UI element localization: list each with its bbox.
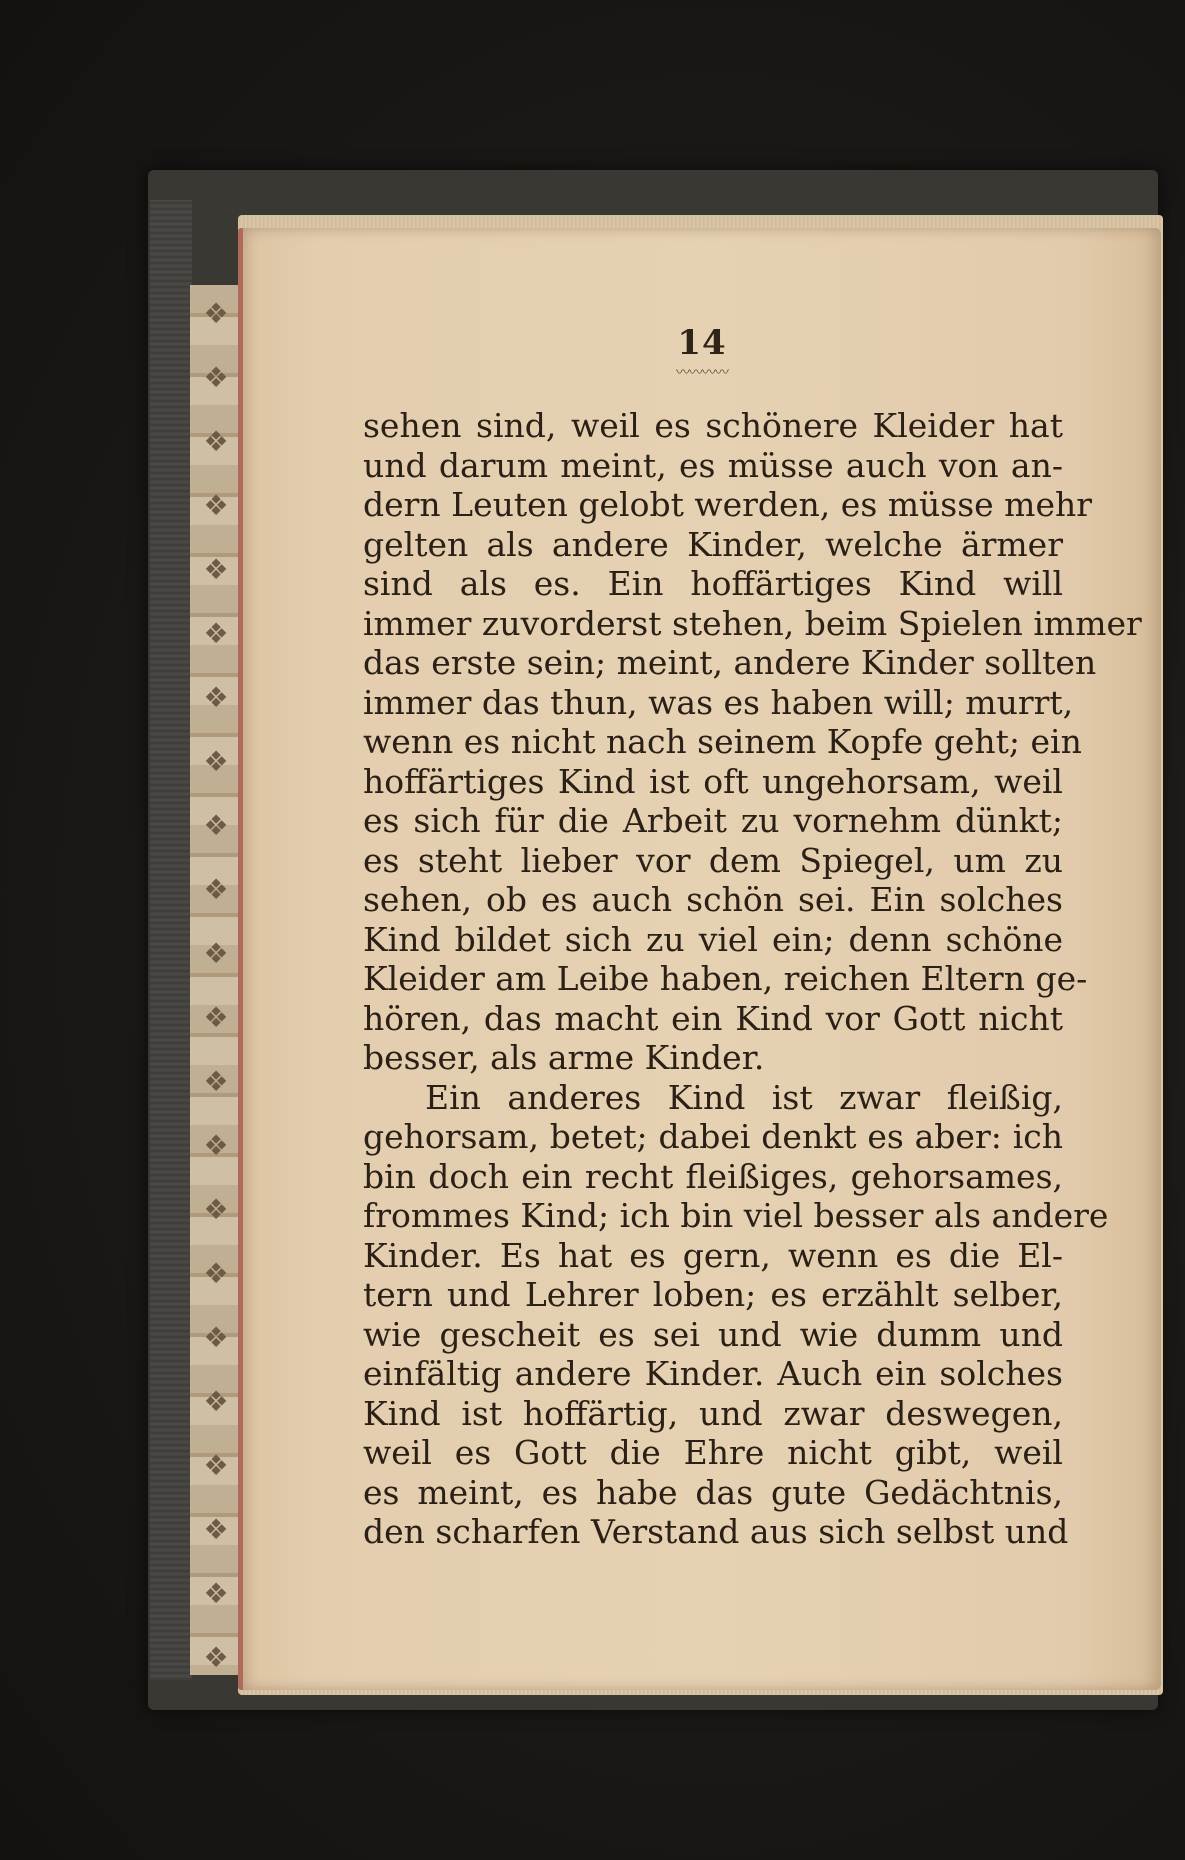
text-line: hoffärtiges Kind ist oft ungehorsam, weil: [363, 761, 1063, 801]
text-line: Kleider am Leibe haben, reichen Eltern ge-: [363, 959, 1088, 998]
ornament-icon: ❖: [203, 745, 229, 778]
ornament-icon: ❖: [203, 1065, 229, 1098]
text-line: weil es Gott die Ehre nicht gibt, weil: [363, 1433, 1063, 1472]
ornament-icon: ❖: [203, 553, 229, 586]
text-line: sehen, ob es auch schön sei. Ein solches: [363, 880, 1063, 919]
ornament-icon: ❖: [203, 297, 229, 330]
text-line: wenn es nicht nach seinem Kopfe geht; ein: [363, 722, 1082, 761]
text-line: wie gescheit es sei und wie dumm und: [363, 1314, 1063, 1354]
text-line: und darum meint, es müsse auch von an-: [363, 445, 1063, 485]
text-line: Kinder. Es hat es gern, wenn es die El-: [363, 1235, 1063, 1275]
ornament-icon: ❖: [203, 617, 229, 650]
page-number-ornament: 〰〰〰〰: [676, 365, 728, 381]
text-line: frommes Kind; ich bin viel besser als andere: [363, 1196, 1109, 1235]
text-line: gelten als andere Kinder, welche ärmer: [363, 524, 1063, 564]
body-text: [363, 406, 1142, 1552]
text-line: es sich für die Arbeit zu vornehm dünkt;: [363, 801, 1063, 840]
ornament-icon: ❖: [203, 1001, 229, 1034]
ornament-icon: ❖: [203, 1449, 229, 1482]
text-line: besser, als arme Kinder.: [363, 1038, 765, 1077]
ornament-icon: ❖: [203, 1513, 229, 1546]
text-line: es steht lieber vor dem Spiegel, um zu: [363, 840, 1063, 880]
ornament-icon: ❖: [203, 1321, 229, 1354]
text-line: sind als es. Ein hoffärtiges Kind will: [363, 564, 1063, 603]
text-line: Ein anderes Kind ist zwar fleißig,: [425, 1077, 1063, 1117]
book-spine: [150, 200, 192, 1680]
ornament-icon: ❖: [203, 1257, 229, 1290]
ornament-icon: ❖: [203, 361, 229, 394]
ornament-icon: ❖: [203, 425, 229, 458]
text-line: einfältig andere Kinder. Auch ein solches: [363, 1354, 1063, 1393]
ornament-icon: ❖: [203, 1641, 229, 1674]
text-line: immer zuvorderst stehen, beim Spielen immer: [363, 603, 1142, 643]
text-line: den scharfen Verstand aus sich selbst und: [363, 1512, 1069, 1551]
text-line: gehorsam, betet; dabei denkt es aber: ich: [363, 1117, 1063, 1156]
text-line: das erste sein; meint, andere Kinder sollten: [363, 643, 1097, 682]
ornament-icon: ❖: [203, 873, 229, 906]
ornament-icon: ❖: [203, 809, 229, 842]
ornament-icon: ❖: [203, 937, 229, 970]
ornament-icon: ❖: [203, 489, 229, 522]
ornament-icon: ❖: [203, 1193, 229, 1226]
ornament-icon: ❖: [203, 1385, 229, 1418]
text-line: Kind ist hoffärtig, und zwar deswegen,: [363, 1393, 1063, 1433]
page-number: 14: [677, 323, 727, 363]
text-line: Kind bildet sich zu viel ein; denn schöne: [363, 919, 1063, 959]
text-line: hören, das macht ein Kind vor Gott nicht: [363, 998, 1063, 1038]
ornament-icon: ❖: [203, 1577, 229, 1610]
text-line: tern und Lehrer loben; es erzählt selber,: [363, 1275, 1063, 1314]
text-line: sehen sind, weil es schönere Kleider hat: [363, 406, 1063, 445]
text-line: dern Leuten gelobt werden, es müsse mehr: [363, 485, 1093, 524]
ornament-icon: ❖: [203, 1129, 229, 1162]
book-page: [238, 228, 1161, 1690]
text-line: es meint, es habe das gute Gedächtnis,: [363, 1472, 1063, 1512]
text-line: bin doch ein recht fleißiges, gehorsames,: [363, 1156, 1063, 1196]
text-line: immer das thun, was es haben will; murrt,: [363, 682, 1074, 722]
ornament-icon: ❖: [203, 681, 229, 714]
